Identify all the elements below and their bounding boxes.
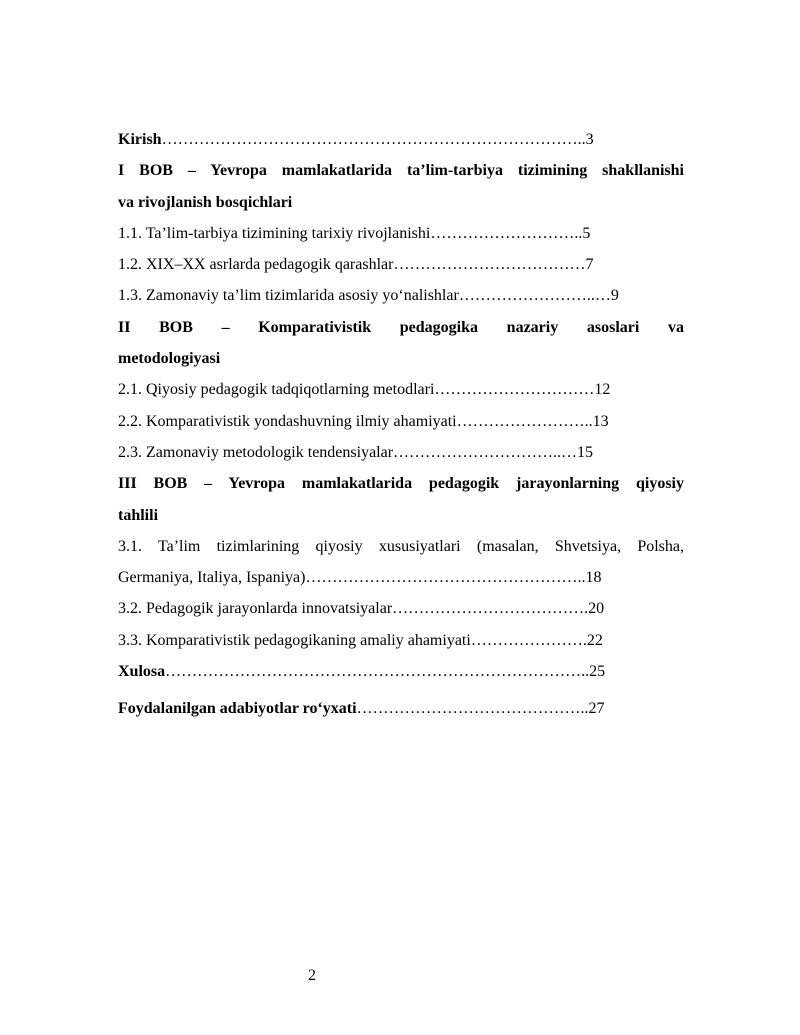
- toc-page-number: 22: [586, 631, 603, 649]
- toc-page-number: 9: [610, 287, 619, 305]
- toc-leader-dots: ……………………..: [456, 412, 593, 430]
- toc-leader-dots: ………………………………: [393, 256, 586, 274]
- toc-page-number: 15: [577, 443, 594, 461]
- toc-leader-dots: ……………………………………..: [356, 700, 589, 718]
- toc-chapter-3-title-cont[interactable]: tahlili: [118, 506, 159, 524]
- toc-chapter-2-title-cont[interactable]: metodologiyasi: [118, 350, 221, 368]
- toc-entry-3-2[interactable]: [118, 593, 684, 624]
- toc-entry-3-3[interactable]: [118, 625, 684, 656]
- toc-page-number: 27: [588, 700, 605, 718]
- toc-entry-3-1-cont[interactable]: [118, 562, 684, 593]
- toc-page-number: 25: [589, 663, 606, 681]
- toc-entry-1-1[interactable]: [118, 218, 684, 249]
- toc-chapter-1-title[interactable]: I BOB – Yevropa mamlakatlarida ta’lim-tarbiya tizimining shakllanishi: [118, 162, 684, 180]
- toc-page-number: 3: [585, 131, 594, 148]
- toc-chapter-2-title[interactable]: II BOB – Komparativistik pedagogika nazariy asoslari va: [118, 318, 684, 336]
- toc-leader-dots: …………………………..…: [393, 443, 578, 461]
- toc-leader-dots: ……………………..…: [458, 287, 611, 305]
- toc-page-number: 5: [582, 224, 591, 242]
- toc-entry-2-3[interactable]: [118, 437, 684, 468]
- toc-entry-1-2[interactable]: [118, 249, 684, 280]
- toc-page-number: 18: [585, 569, 602, 587]
- toc-chapter-1-title-cont[interactable]: va rivojlanish bosqichlari: [118, 193, 293, 211]
- toc-entry-title: Kirish: [118, 131, 162, 148]
- toc-entry-2-1[interactable]: [118, 374, 684, 405]
- toc-entry-title: 2.2. Komparativistik yondashuvning ilmiy ahamiyati: [118, 412, 457, 430]
- toc-entry-kirish[interactable]: [118, 124, 684, 155]
- toc-leader-dots: ……………………………………………..: [305, 569, 586, 587]
- toc-page-number: 7: [585, 256, 594, 274]
- toc-leader-dots: ………………………..: [430, 224, 583, 242]
- toc-page-number: 13: [592, 412, 609, 430]
- toc-page-number: 20: [588, 600, 605, 618]
- toc-entry-3-1[interactable]: 3.1. Ta’lim tizimlarining qiyosiy xususiyatlari (masalan, Shvetsiya, Polsha,: [118, 537, 684, 555]
- page-number: 2: [308, 967, 316, 984]
- toc-leader-dots: ……………………………….: [392, 600, 589, 618]
- toc-entry-title: 3.3. Komparativistik pedagogikaning amaliy ahamiyati: [118, 631, 471, 649]
- toc-entry-title: Foydalanilgan adabiyotlar ro‘yxati: [118, 700, 357, 718]
- toc-entry-1-3[interactable]: [118, 280, 684, 311]
- toc-entry-2-2[interactable]: [118, 406, 684, 437]
- toc-leader-dots: ……………………………………………………………………..: [165, 663, 590, 681]
- toc-entry-title: 1.3. Zamonaviy ta’lim tizimlarida asosiy yo‘nalishlar: [118, 287, 459, 305]
- toc-leader-dots: …………………………: [434, 381, 595, 399]
- toc-entry-references[interactable]: [118, 693, 684, 724]
- toc-leader-dots: ……………………………………………………………………..: [161, 131, 586, 148]
- toc-entry-title: Xulosa: [118, 663, 166, 681]
- table-of-contents: [118, 124, 684, 725]
- toc-entry-title: 1.2. XIX–XX asrlarda pedagogik qarashlar: [118, 256, 394, 274]
- toc-page-number: 12: [594, 381, 611, 399]
- toc-entry-title: 3.2. Pedagogik jarayonlarda innovatsiyalar: [118, 600, 393, 618]
- toc-entry-xulosa[interactable]: [118, 656, 684, 687]
- toc-entry-title: 1.1. Ta’lim-tarbiya tizimining tarixiy rivojlanishi: [118, 224, 431, 242]
- toc-chapter-3-title[interactable]: III BOB – Yevropa mamlakatlarida pedagogik jarayonlarning qiyosiy: [118, 475, 684, 493]
- toc-entry-title: Germaniya, Italiya, Ispaniya): [118, 569, 306, 587]
- toc-leader-dots: ………………….: [470, 631, 587, 649]
- toc-entry-title: 2.1. Qiyosiy pedagogik tadqiqotlarning metodlari: [118, 381, 435, 399]
- toc-entry-title: 2.3. Zamonaviy metodologik tendensiyalar: [118, 443, 394, 461]
